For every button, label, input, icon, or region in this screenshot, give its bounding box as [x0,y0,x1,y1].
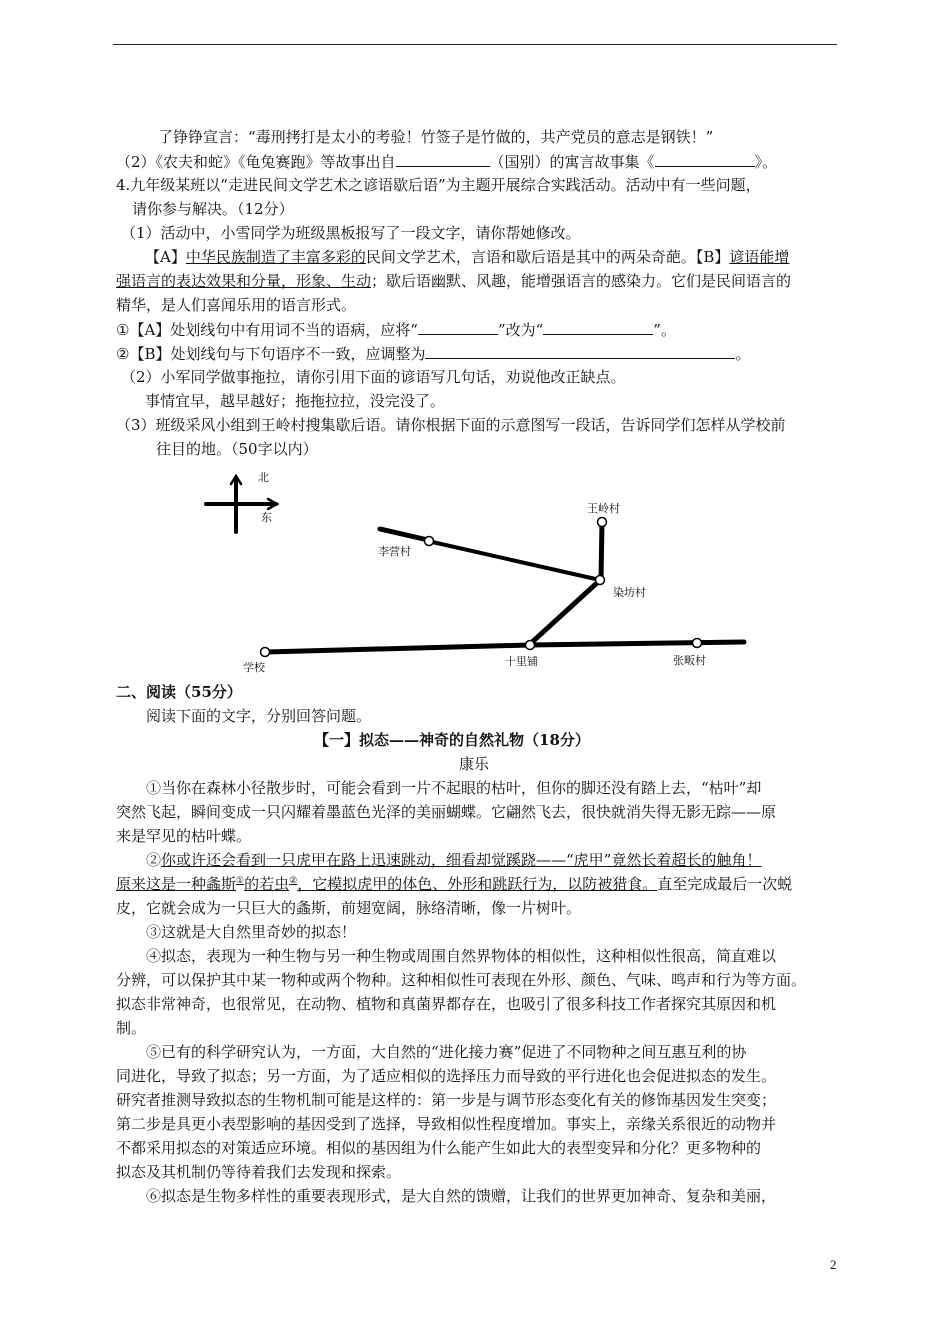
paragraph-4-cont: 拟态非常神奇，也很常见，在动物、植物和真菌界都存在，也吸引了很多科技工作者探究其原因和机 [116,995,777,1013]
question-4-stem-cont: 请你参与解决。（12分） [132,200,294,218]
road-ranfang-shilipu [530,582,598,644]
paragraph-1-cont: 突然飞起，瞬间变成一只闪耀着墨蓝色光泽的美丽蝴蝶。它翩然飞去，很快就消失得无影无踪——原 [116,803,777,821]
section-title-reading: 二、阅读（55分） [116,683,242,701]
compass-east-label: 东 [261,511,272,524]
question-4-stem: 4.九年级某班以“走进民间文学艺术之谚语歇后语”为主题开展综合实践活动。活动中有一些问题， [116,176,761,194]
underlined-passage: 的若虫 [244,875,290,893]
label-a: 【A】 [145,248,186,266]
text-segment: （国别）的寓言故事集《 [489,153,655,171]
question-4-2: （2）小军同学做事拖拉，请你引用下面的谚语写几句话，劝说他改正缺点。 [121,368,626,386]
text-segment: 直至完成最后一次蜕 [657,875,793,893]
text-segment: 。 [735,345,751,363]
underlined-passage: 你或许还会看到一只虎甲在路上迅速跳动，细看却觉蹊跷——“虎甲”竟然长着超长的触角！ [161,851,762,869]
road-liying-ranfang [428,541,600,580]
paragraph-5-cont: 第二步是具更小表型影响的基因受到了选择，导致相似性程度增加。事实上，亲缘关系很近的动物并 [116,1115,777,1133]
paragraph-4: ④拟态，表现为一种生物与另一种生物或周围自然界物体的相似性，这种相似性很高，简直难以 [146,947,777,965]
footnote-marker: ① [236,876,245,886]
paragraph-6: ⑥拟态是生物多样性的重要表现形式，是大自然的馈赠，让我们的世界更加神奇、复杂和美丽， [146,1187,777,1205]
text-line: 了铮铮宣言：“毒刑拷打是太小的考验！竹签子是竹做的，共产党员的意志是钢铁！” [158,128,714,146]
place-label-wangling: 王岭村 [587,502,620,515]
map-node-wangling [598,518,607,527]
map-node-shilipu [526,641,535,650]
paragraph-5-cont: 拟态及其机制仍等待着我们去发现和探索。 [116,1163,402,1181]
paragraph-5-cont: 不都采用拟态的对策适应环境。相似的基因组为什么能产生如此大的表型变异和分化？更多物种的 [116,1139,762,1157]
map-node-school [261,648,270,657]
paragraph-number: ② [146,851,162,869]
compass-north-label: 北 [258,471,269,484]
paragraph-5-cont: 同进化，导致了拟态；另一方面，为了适应相似的选择压力而导致的平行进化也会促进拟态的发生。 [116,1067,777,1085]
road-liying [380,529,428,540]
paragraph-1: ①当你在森林小径散步时，可能会看到一片不起眼的枯叶，但你的脚还没有踏上去，“枯叶”却 [146,779,762,797]
underlined-passage: ，它模拟虎甲的体色、外形和跳跃行为，以防被猎食。 [297,875,658,893]
text-segment: ②【B】处划线句与下句语序不一致，应调整为 [116,345,426,363]
footnote-marker: ② [289,876,298,886]
paragraph-4-cont: 分辨，可以保护其中某一物种或两个物种。这种相似性可表现在外形、颜色、气味、鸣声和行为等方面。 [116,971,807,989]
text-segment: 》。 [754,153,778,171]
text-segment: 民间文学艺术，言语和歇后语是其中的两朵奇葩。 [365,248,696,266]
road-wangling-ranfang [601,522,602,580]
page-number: 2 [830,1257,837,1272]
underlined-sentence-b-cont: 强语言的表达效果和分量，形象、生动 [116,272,372,290]
article-author: 康乐 [459,755,490,773]
paragraph-3: ③这就是大自然里奇妙的拟态！ [146,923,357,941]
text-segment: ”。 [653,321,676,339]
label-b: 【B】 [695,248,730,266]
underlined-passage: 原来这是一种螽斯 [116,875,237,893]
place-label-ranfang: 染坊村 [613,586,646,599]
map-node-liying [425,537,434,546]
text-segment: ①【A】处划线句中有用词不当的语病，应将“ [116,321,418,339]
paragraph-4-cont: 制。 [116,1019,147,1037]
text-segment: ；歇后语幽默、风趣，能增强语言的感染力。它们是民间语言的 [371,272,792,290]
question-4-3: （3）班级采风小组到王岭村搜集歇后语。请你根据下面的示意图写一段话，告诉同学们怎样从学校前 [116,416,786,434]
road-shilipu-zhangfan [530,642,744,645]
underlined-sentence-b: 谚语能增 [729,248,790,266]
blackboard-text-line3: 精华，是人们喜闻乐用的语言形式。 [116,296,357,314]
place-label-school: 学校 [243,661,265,674]
paragraph-2 [146,850,761,870]
place-label-shilipu: 十里铺 [505,655,538,668]
paragraph-1-cont: 来是罕见的枯叶蝶。 [116,827,252,845]
map-node-ranfang [596,576,605,585]
road-school-shilipu [266,645,530,652]
text-segment: （2）《农夫和蛇》《龟兔赛跑》等故事出自 [116,153,396,171]
paragraph-2-cont: 皮，它就会成为一只巨大的螽斯，前翅宽阔，脉络清晰，像一片树叶。 [116,899,582,917]
place-label-zhangfan: 张畈村 [673,654,706,667]
place-label-liying: 李营村 [378,545,411,558]
map-node-zhangfan [693,639,702,648]
text-segment: ”改为“ [497,321,544,339]
proverb-quote: 事情宜早，越早越好；拖拖拉拉，没完没了。 [145,392,446,410]
paragraph-2-cont [116,874,792,894]
underlined-sentence-a: 中华民族制造了丰富多彩的 [185,248,366,266]
paragraph-5-cont: 研究者推测导致拟态的生物机制可能是这样的：第一步是与调节形态变化有关的修饰基因发生突变； [116,1091,777,1109]
section-intro: 阅读下面的文字，分别回答问题。 [146,707,372,725]
question-4-1: （1）活动中，小雪同学为班级黑板报写了一段文字，请你帮她修改。 [121,224,581,242]
paragraph-5: ⑤已有的科学研究认为，一方面，大自然的“进化接力赛”促进了不同物种之间互惠互利的协 [146,1043,747,1061]
article-title: 【一】拟态——神奇的自然礼物（18分） [314,731,590,749]
question-4-3-cont: 往目的地。（50字以内） [156,440,318,458]
